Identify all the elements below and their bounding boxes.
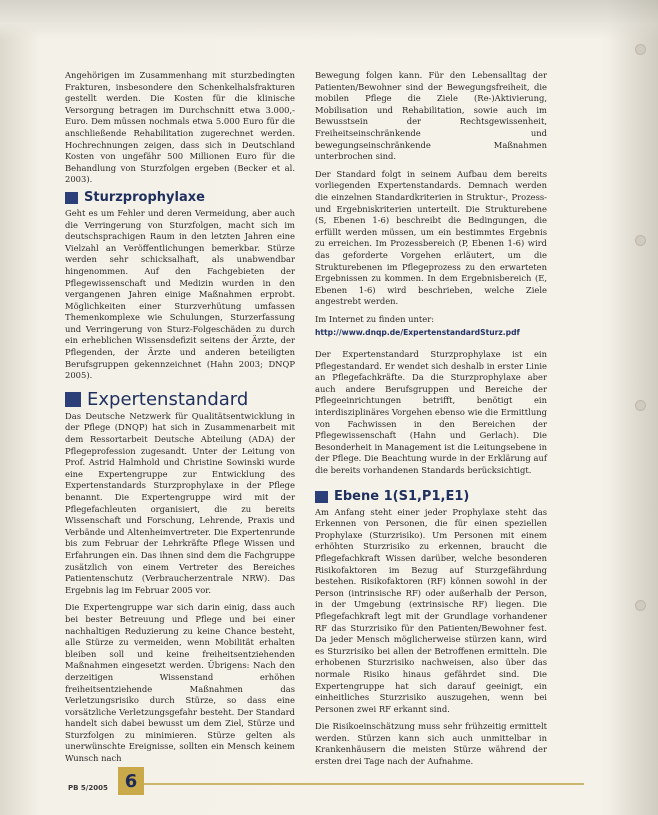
punch-hole (635, 235, 646, 246)
right-column (315, 70, 547, 774)
left-column (65, 70, 295, 771)
heading-square-icon (65, 192, 78, 204)
left-paragraph-1: Angehörigen im Zusammenhang mit sturzbedingten Frakturen, insbesondere den Schenkelhalsfrakturen gestellt werden. Die Kosten für die klinische Versorgung betragen im Durchschnitt etwa 3.000,- Euro. Dem müssen nochmals etwa 5.000 Euro für die anschließende Rehabilitation zugerechnet werden. Hochrechnungen zeigen, dass sich in Deutschland Kosten von ungefähr 500 Millionen Euro für die Behandlung von Sturzfolgen ergeben (Becker et al. 2003). (65, 70, 295, 185)
top-shadow-band (0, 0, 658, 40)
right-paragraph-3: Der Expertenstandard Sturzprophylaxe ist ein Pflegestandard. Er wendet sich deshalb in erster Linie an Pflegefachkräfte. Da die Sturzprophylaxe aber auch andere Berufsgruppen und Bereiche der Pflegeeinrichtungen betrifft, benötigt ein interdisziplinäres Vorgehen ebenso wie die Ermittlung von Fachwissen in den Bereichen der Pflegewissenschaft (Hahn und Gerlach). Die Besonderheit in Management ist die Leitungsebene in der Pflege. Die Beachtung wurde in der Erklärung auf die bereits vorhandenen Standards berücksichtigt. (315, 349, 547, 475)
left-paragraph-3: Das Deutsche Netzwerk für Qualitätsentwicklung in der Pflege (DNQP) hat sich in Zusammenarbeit mit dem Ressortarbeit Deutsche Abteilung (ADA) der Pflegeprofession zugesandt. Unter der Leitung von Prof. Astrid Halmhold und Christine Sowinski wurde eine Expertengruppe zur Entwicklung des Expertenstandards Sturzprophylaxe in der Pflege benannt. Die Expertengruppe wird mit der Pflegefachleuten organisiert, die zu bereits Wissenschaft und Forschung, Lehrende, Praxis und Verbände und Altenheimvertreter. Die Expertenrunde bis zum Februar der Lehrkräfte Pflege Wissen und Erfahrungen ein. Das ihnen sind dem die Fachgruppe zusätzlich von einem Vertreter des Bereiches Patientenschutz (Verbraucherzentrale NRW). Das Ergebnis lag im Februar 2005 vor. (65, 410, 295, 595)
heading-sturzprophylaxe (65, 192, 295, 204)
binding-shadow (608, 0, 658, 815)
heading-expertenstandard (65, 388, 295, 410)
heading-sturzprophylaxe-text: Sturzprophylaxe (84, 190, 205, 206)
left-paragraph-4: Die Expertengruppe war sich darin einig, dass auch bei bester Betreuung und Pflege und bei einer nachhaltigen Reduzierung zu keine Chance besteht, alle Stürze zu vermeiden, wenn Mobilität erhalten bleiben soll und keine freiheitsentziehenden Maßnahmen eingesetzt werden. Übrigens: Nach den derzeitigen Wissenstand erhöhen freiheitsentziehende Maßnahmen das Verletzungsrisiko durch Stürze, so dass eine vorsätzliche Verletzungsgefahr besteht. Der Standard handelt sich dabei bewusst um dem Ziel, Stürze und Sturzfolgen zu minimieren. Stürze gelten als unerwünschte Ereignisse, sollten ein Mensch keinem Wunsch nach (65, 602, 295, 764)
issue-label: PB 5/2005 (68, 784, 108, 792)
heading-square-icon (65, 392, 81, 407)
heading-ebene (315, 488, 547, 504)
right-paragraph-4: Am Anfang steht einer jeder Prophylaxe steht das Erkennen von Personen, die für einen speziellen Prophylaxe (Sturzrisiko). Um Personen mit einem erhöhten Sturzrisiko zu erkennen, braucht die Pflegefachkraft Wissen darüber, welche besonderen Risikofaktoren im Bezug auf Sturzgefährdung bestehen. Risikofaktoren (RF) können sowohl in der Person (intrinsische RF) oder außerhalb der Person, in der Umgebung (extrinsische RF) liegen. Die Pflegefachkraft legt mit der Grundlage vorhandener RF das Sturzrisiko für den Patienten/Bewohner fest. Da jeder Mensch möglicherweise stürzen kann, wird es Sturzrisiko bei allen der Betroffenen ermitteln. Die erhobenen Sturzrisiko nachweisen, also über das normale Risiko hinaus gefährdet sind. Die Expertengruppe hat sich darauf geeinigt, ein einheitliches Sturzrisiko auszugehen, wenn bei Personen zwei RF erkannt sind. (315, 506, 547, 714)
right-paragraph-2: Der Standard folgt in seinem Aufbau dem bereits vorliegenden Expertenstandards. Demnach werden die einzelnen Standardkriterien in Struktur-, Prozess- und Ergebniskriterien unterteilt. Die Strukturebene (S, Ebenen 1-6) beschreibt die Bedingungen, die erfüllt werden müssen, um ein bestimmtes Ergebnis zu erreichen. Im Prozessbereich (P, Ebenen 1-6) wird das geforderte Vorgehen erläutert, um die Strukturebenen im Pflegeprozess zu den erwarteten Ergebnissen zu kommen. In dem Ergebnisbereich (E, Ebenen 1-6) wird beschrieben, welche Ziele angestrebt werden. (315, 168, 547, 307)
punch-hole (635, 400, 646, 411)
dnqp-link[interactable]: http://www.dnqp.de/ExpertenstandardSturz.pdf (315, 328, 520, 338)
link-intro: Im Internet zu finden unter: (315, 313, 435, 324)
heading-square-icon (315, 491, 328, 503)
punch-hole (635, 44, 646, 55)
punch-hole (635, 600, 646, 611)
right-paragraph-5: Die Risikoeinschätzung muss sehr frühzeitig ermittelt werden. Stürzen kann sich auch unmittelbar in Krankenhäusern die meisten Stürze während der ersten drei Tage nach der Aufnahme. (315, 721, 547, 767)
right-paragraph-1: Bewegung folgen kann. Für den Lebensalltag der Patienten/Bewohner sind der Bewegungsfreiheit, die mobilen Pflege die Ziele (Re-)Aktivierung, Mobilisation und Rehabilitation, sowie auch im Bewusstsein der Rechtsgewissenheit, Freiheitseinschränkende und bewegungseinschränkende Maßnahmen unterbrochen sind. (315, 70, 547, 162)
left-paragraph-2: Geht es um Fehler und deren Vermeidung, aber auch die Verringerung von Sturzfolgen, macht sich im deutschsprachigen Raum in den letzten Jahren eine Vielzahl an Veröffentlichungen bemerkbar. Stürze werden sehr schicksalhaft, als unabwendbar hingenommen. Auf den Fachgebieten der Pflegewissenschaft und Medizin wurden in den vergangenen Jahren einige Maßnahmen erprobt. Möglichkeiten einer Sturzverhütung umfassen Themenkomplexe wie Schulungen, Sturzerfassung und Verringerung von Sturz-Folgeschäden zu durch ein erheblichen Wissensdefizit seitens der Ärzte, der Pflegenden, der Ärzte und anderen beteiligten Berufsgruppen gekennzeichnet (Hahn 2003; DNQP 2005). (65, 207, 295, 381)
footer-rule (144, 783, 584, 785)
page-number-badge: 6 (118, 767, 144, 795)
heading-expertenstandard-text: Expertenstandard (87, 388, 249, 410)
heading-ebene-text: Ebene 1(S1,P1,E1) (334, 488, 470, 504)
